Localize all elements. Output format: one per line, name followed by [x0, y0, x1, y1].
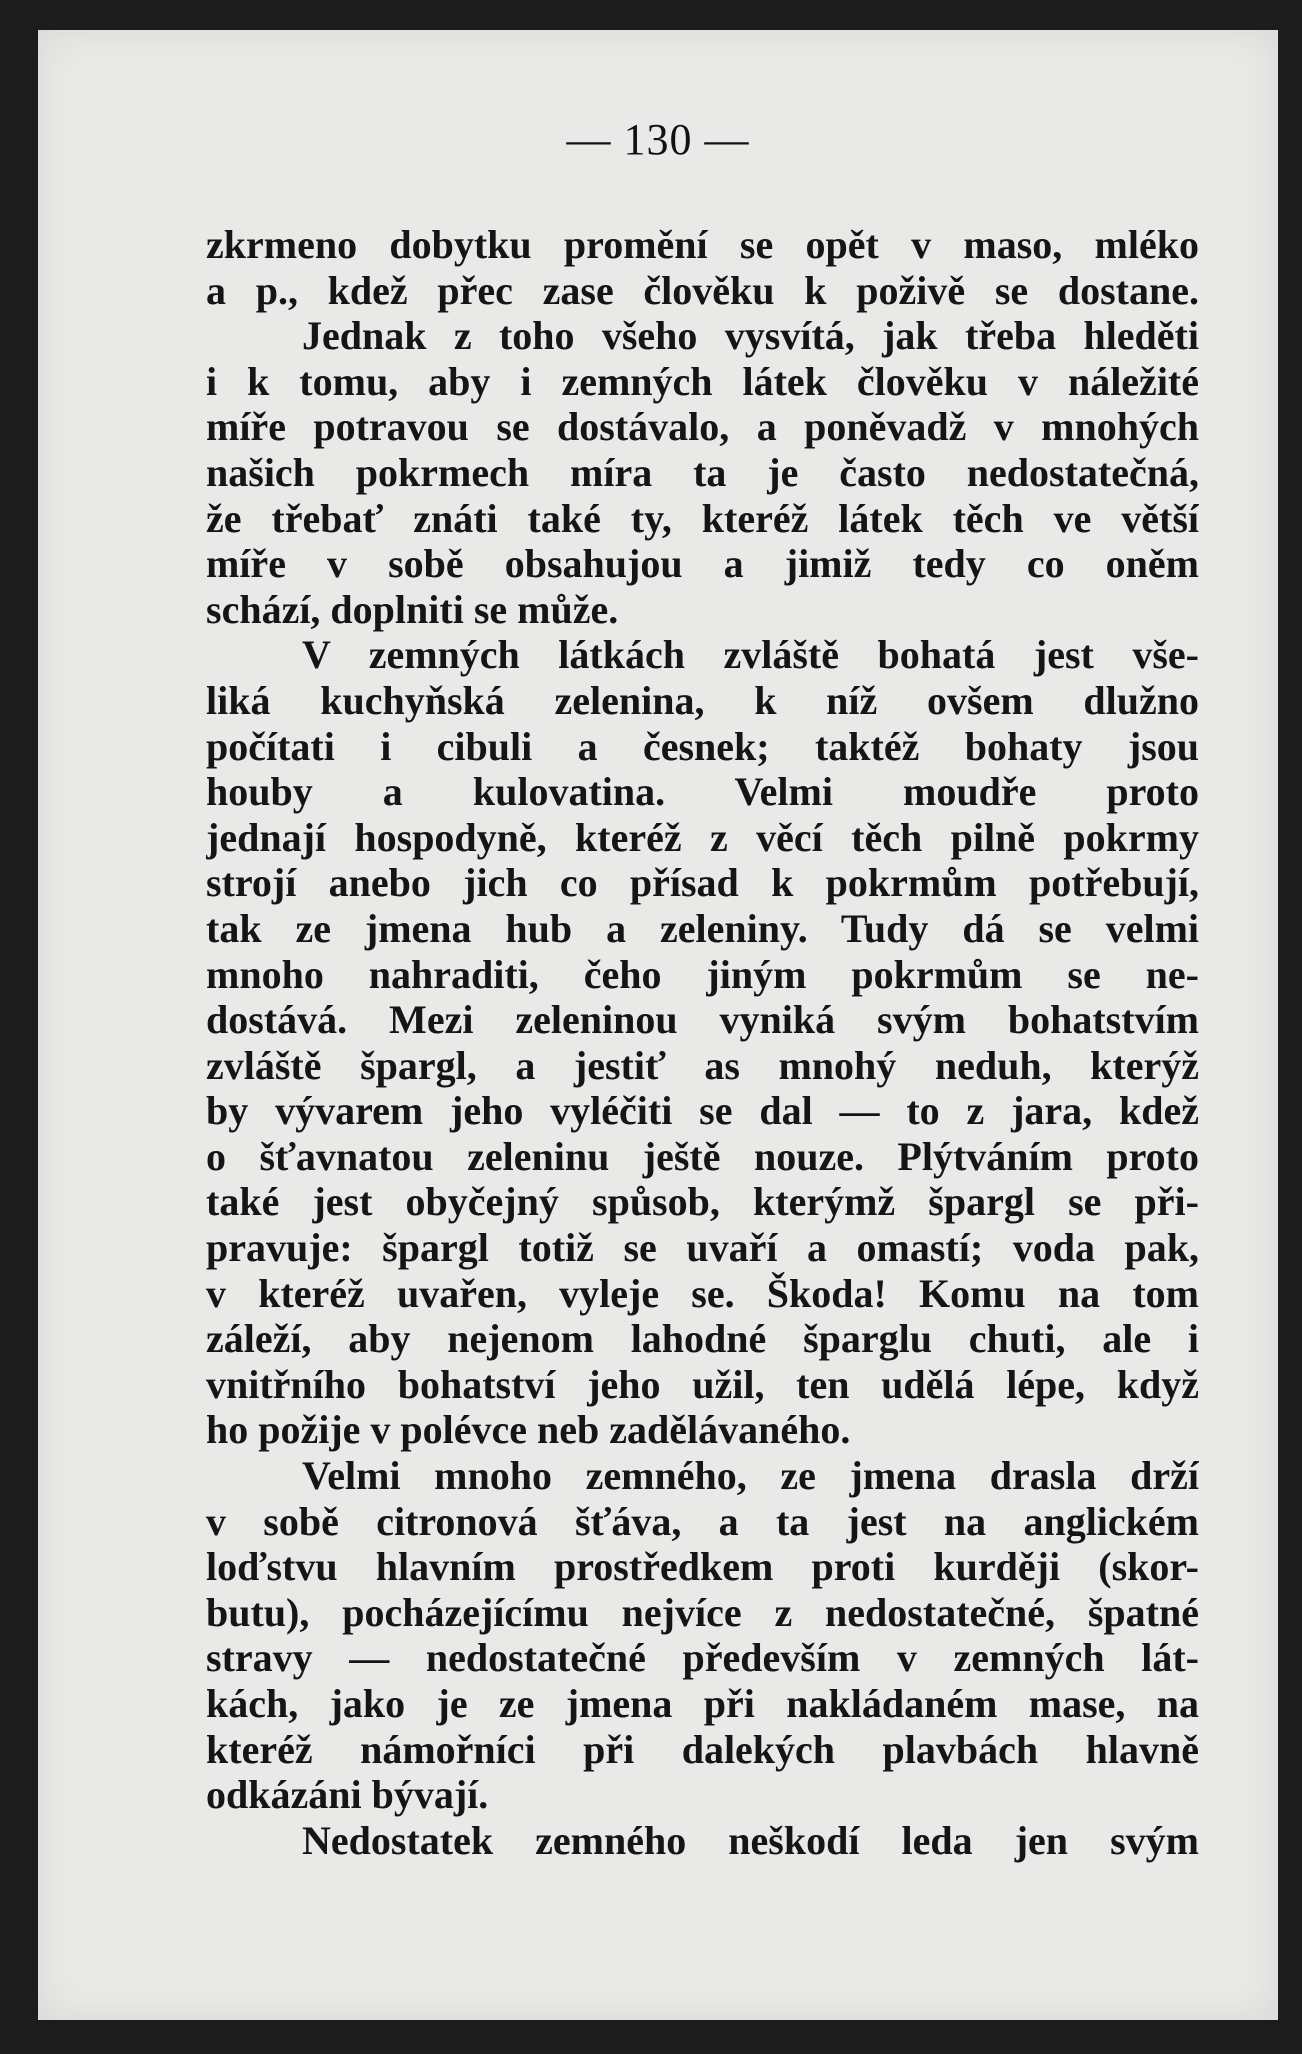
text-line: kách, jako je ze jmena při nakládaném mase, na — [206, 1681, 1199, 1726]
text-line: by vývarem jeho vyléčiti se dal — to z jara, kdež — [206, 1088, 1199, 1134]
text-line: jednají hospodyně, kteréž z věcí těch pilně pokrmy — [206, 814, 1199, 860]
text-line: butu), pocházejícímu nejvíce z nedostatečné, špatné — [206, 1589, 1199, 1635]
text-line: zvláště špargl, a jestiť as mnohý neduh, kterýž — [206, 1042, 1199, 1088]
text-line: také jest obyčejný spůsob, kterýmž špargl se při- — [206, 1179, 1199, 1225]
text-line: záleží, aby nejenom lahodné šparglu chuti, ale i — [206, 1316, 1199, 1362]
text-line: loďstvu hlavním prostředkem proti kurději (skor- — [206, 1544, 1199, 1590]
text-line: Velmi mnoho zemného, ze jmena drasla drží — [302, 1453, 1199, 1499]
text-line: v kteréž uvařen, vyleje se. Škoda! Komu na tom — [206, 1270, 1199, 1316]
text-line: odkázáni bývají. — [206, 1772, 489, 1818]
text-line: našich pokrmech míra ta je často nedostatečná, — [206, 449, 1199, 495]
text-line: V zemných látkách zvláště bohatá jest vše- — [302, 632, 1199, 678]
text-line: kteréž námořníci při dalekých plavbách hlavně — [206, 1726, 1199, 1772]
text-line: zkrmeno dobytku promění se opět v maso, mléko — [206, 222, 1199, 267]
text-line: liká kuchyňská zelenina, k níž ovšem dlužno — [206, 677, 1199, 723]
body-text — [206, 222, 1199, 1863]
text-line: pravuje: špargl totiž se uvaří a omastí; voda pak, — [206, 1225, 1199, 1271]
text-line: strojí anebo jich co přísad k pokrmům potřebují, — [206, 860, 1199, 906]
text-line: že třebať znáti také ty, kteréž látek těch ve větší — [206, 495, 1199, 541]
book-page — [38, 30, 1278, 2020]
text-line: a p., kdež přec zase člověku k poživě se dostane. — [206, 267, 1199, 313]
text-line: mnoho nahraditi, čeho jiným pokrmům se ne- — [206, 951, 1199, 997]
text-line: Jednak z toho všeho vysvítá, jak třeba hleděti — [302, 313, 1199, 359]
text-line: míře potravou se dostávalo, a poněvadž v mnohých — [206, 404, 1199, 450]
text-line: ho požije v polévce neb zadělávaného. — [206, 1407, 851, 1453]
text-line: stravy — nedostatečné především v zemných lát- — [206, 1635, 1199, 1681]
text-line: i k tomu, aby i zemných látek člověku v náležité — [206, 358, 1199, 404]
page-number: — 130 — — [566, 115, 750, 164]
text-line: vnitřního bohatství jeho užil, ten udělá lépe, když — [206, 1361, 1199, 1407]
text-line: houby a kulovatina. Velmi moudře proto — [206, 769, 1199, 815]
text-line: dostává. Mezi zeleninou vyniká svým bohatstvím — [206, 997, 1199, 1043]
text-line: míře v sobě obsahujou a jimiž tedy co oněm — [206, 541, 1199, 587]
text-line: v sobě citronová šťáva, a ta jest na anglickém — [206, 1498, 1199, 1544]
text-line: o šťavnatou zeleninu ještě nouze. Plýtváním proto — [206, 1133, 1199, 1179]
text-line: počítati i cibuli a česnek; taktéž bohaty jsou — [206, 723, 1199, 769]
text-line: tak ze jmena hub a zeleniny. Tudy dá se velmi — [206, 905, 1199, 951]
text-line: Nedostatek zemného neškodí leda jen svým — [302, 1817, 1199, 1863]
text-line: schází, doplniti se může. — [206, 586, 619, 632]
